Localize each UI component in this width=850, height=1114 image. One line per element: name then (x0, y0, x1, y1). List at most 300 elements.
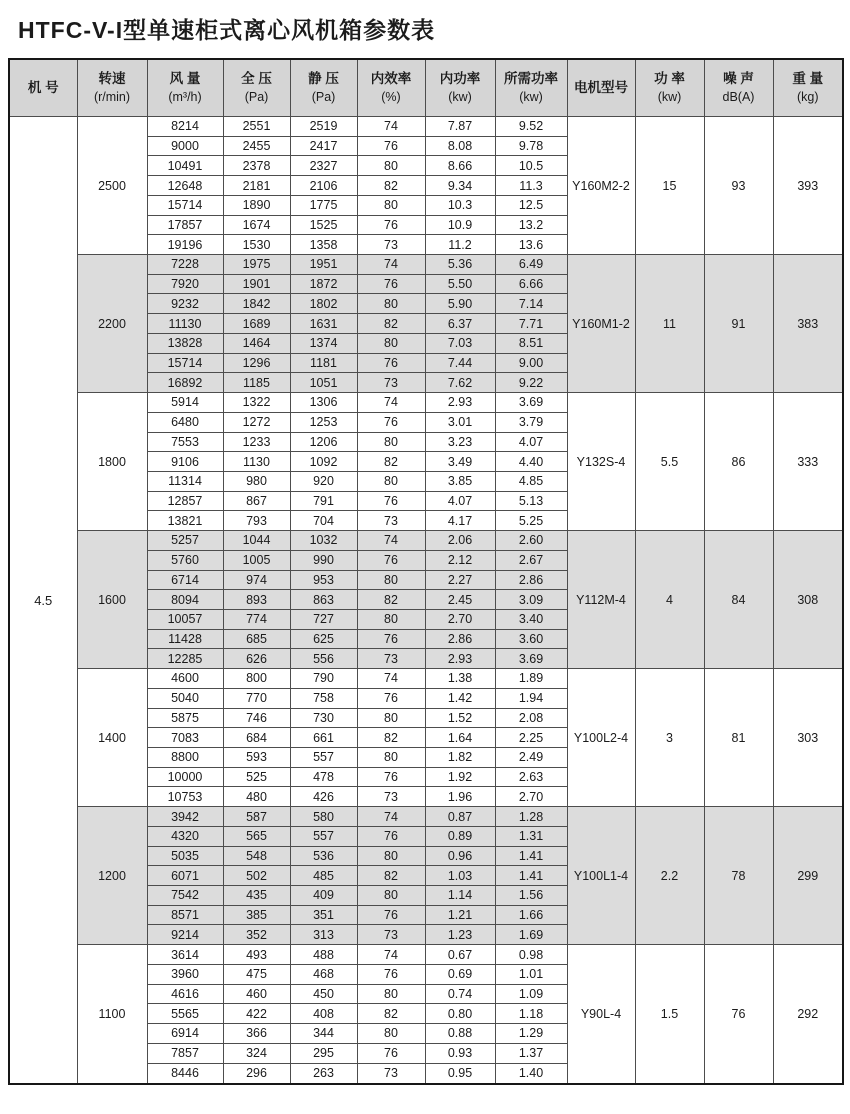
efficiency-cell: 80 (357, 294, 425, 314)
efficiency-cell: 74 (357, 393, 425, 413)
internal-power-cell: 5.90 (425, 294, 495, 314)
header-label: 所需功率 (504, 70, 558, 86)
internal-power-cell: 4.17 (425, 511, 495, 531)
total-pressure-cell: 626 (223, 649, 290, 669)
internal-power-cell: 9.34 (425, 176, 495, 196)
airflow-cell: 7083 (147, 728, 223, 748)
static-pressure-cell: 557 (290, 748, 357, 768)
header-label: 内功率 (439, 70, 481, 86)
static-pressure-cell: 478 (290, 767, 357, 787)
required-power-cell: 1.29 (495, 1024, 567, 1044)
required-power-cell: 1.41 (495, 866, 567, 886)
static-pressure-cell: 1802 (290, 294, 357, 314)
airflow-cell: 17857 (147, 215, 223, 235)
efficiency-cell: 80 (357, 708, 425, 728)
total-pressure-cell: 296 (223, 1063, 290, 1084)
required-power-cell: 1.28 (495, 807, 567, 827)
airflow-cell: 16892 (147, 373, 223, 393)
internal-power-cell: 2.93 (425, 393, 495, 413)
static-pressure-cell: 408 (290, 1004, 357, 1024)
airflow-cell: 8800 (147, 748, 223, 768)
internal-power-cell: 0.89 (425, 826, 495, 846)
internal-power-cell: 1.23 (425, 925, 495, 945)
required-power-cell: 2.08 (495, 708, 567, 728)
static-pressure-cell: 450 (290, 984, 357, 1004)
static-pressure-cell: 1092 (290, 452, 357, 472)
required-power-cell: 11.3 (495, 176, 567, 196)
internal-power-cell: 1.64 (425, 728, 495, 748)
required-power-cell: 2.63 (495, 767, 567, 787)
header-unit: (kg) (796, 89, 819, 104)
airflow-cell: 9214 (147, 925, 223, 945)
efficiency-cell: 76 (357, 905, 425, 925)
airflow-cell: 8571 (147, 905, 223, 925)
internal-power-cell: 1.38 (425, 669, 495, 689)
weight-cell: 303 (773, 669, 843, 807)
efficiency-cell: 76 (357, 550, 425, 570)
internal-power-cell: 1.14 (425, 886, 495, 906)
internal-power-cell: 1.52 (425, 708, 495, 728)
efficiency-cell: 80 (357, 333, 425, 353)
header-unit: (r/min) (93, 89, 131, 104)
static-pressure-cell: 990 (290, 550, 357, 570)
required-power-cell: 1.66 (495, 905, 567, 925)
internal-power-cell: 7.44 (425, 353, 495, 373)
noise-cell: 91 (704, 255, 773, 393)
static-pressure-cell: 1872 (290, 274, 357, 294)
internal-power-cell: 2.70 (425, 609, 495, 629)
airflow-cell: 10057 (147, 609, 223, 629)
static-pressure-cell: 1775 (290, 195, 357, 215)
static-pressure-cell: 730 (290, 708, 357, 728)
airflow-cell: 9232 (147, 294, 223, 314)
required-power-cell: 3.69 (495, 649, 567, 669)
total-pressure-cell: 324 (223, 1043, 290, 1063)
total-pressure-cell: 525 (223, 767, 290, 787)
required-power-cell: 10.5 (495, 156, 567, 176)
airflow-cell: 5565 (147, 1004, 223, 1024)
airflow-cell: 7857 (147, 1043, 223, 1063)
total-pressure-cell: 800 (223, 669, 290, 689)
efficiency-cell: 74 (357, 945, 425, 965)
required-power-cell: 1.09 (495, 984, 567, 1004)
table-header (9, 59, 843, 117)
total-pressure-cell: 493 (223, 945, 290, 965)
page-title: HTFC-V-I型单速柜式离心风机箱参数表 (18, 17, 436, 43)
efficiency-cell: 80 (357, 432, 425, 452)
total-pressure-cell: 1322 (223, 393, 290, 413)
efficiency-cell: 74 (357, 531, 425, 551)
efficiency-cell: 73 (357, 373, 425, 393)
col-header-efficiency (357, 59, 425, 117)
efficiency-cell: 76 (357, 826, 425, 846)
static-pressure-cell: 791 (290, 491, 357, 511)
total-pressure-cell: 1890 (223, 195, 290, 215)
static-pressure-cell: 263 (290, 1063, 357, 1084)
required-power-cell: 1.89 (495, 669, 567, 689)
weight-cell: 308 (773, 531, 843, 669)
required-power-cell: 1.41 (495, 846, 567, 866)
internal-power-cell: 8.66 (425, 156, 495, 176)
airflow-cell: 5257 (147, 531, 223, 551)
required-power-cell: 8.51 (495, 333, 567, 353)
col-header-total-pressure (223, 59, 290, 117)
airflow-cell: 4616 (147, 984, 223, 1004)
airflow-cell: 5914 (147, 393, 223, 413)
airflow-cell: 11130 (147, 314, 223, 334)
header-unit: (kw) (657, 89, 682, 104)
internal-power-cell: 1.03 (425, 866, 495, 886)
efficiency-cell: 82 (357, 314, 425, 334)
internal-power-cell: 3.85 (425, 471, 495, 491)
total-pressure-cell: 770 (223, 688, 290, 708)
total-pressure-cell: 1674 (223, 215, 290, 235)
total-pressure-cell: 480 (223, 787, 290, 807)
efficiency-cell: 80 (357, 195, 425, 215)
required-power-cell: 9.78 (495, 136, 567, 156)
total-pressure-cell: 460 (223, 984, 290, 1004)
efficiency-cell: 76 (357, 274, 425, 294)
total-pressure-cell: 1185 (223, 373, 290, 393)
total-pressure-cell: 980 (223, 471, 290, 491)
required-power-cell: 9.52 (495, 117, 567, 137)
airflow-cell: 12285 (147, 649, 223, 669)
motor-model-cell: Y160M1-2 (567, 255, 635, 393)
required-power-cell: 3.60 (495, 629, 567, 649)
col-header-machine-no (9, 59, 77, 117)
required-power-cell: 2.49 (495, 748, 567, 768)
total-pressure-cell: 2181 (223, 176, 290, 196)
airflow-cell: 5875 (147, 708, 223, 728)
internal-power-cell: 2.45 (425, 590, 495, 610)
header-label: 静 压 (308, 70, 339, 86)
speed-cell: 1800 (77, 393, 147, 531)
total-pressure-cell: 565 (223, 826, 290, 846)
noise-cell: 76 (704, 945, 773, 1084)
efficiency-cell: 76 (357, 629, 425, 649)
table-row (9, 807, 843, 827)
static-pressure-cell: 351 (290, 905, 357, 925)
internal-power-cell: 2.27 (425, 570, 495, 590)
airflow-cell: 7920 (147, 274, 223, 294)
airflow-cell: 9000 (147, 136, 223, 156)
static-pressure-cell: 1374 (290, 333, 357, 353)
required-power-cell: 2.86 (495, 570, 567, 590)
static-pressure-cell: 2519 (290, 117, 357, 137)
total-pressure-cell: 1272 (223, 412, 290, 432)
table-body (9, 117, 843, 1085)
table-row (9, 393, 843, 413)
airflow-cell: 6480 (147, 412, 223, 432)
static-pressure-cell: 557 (290, 826, 357, 846)
internal-power-cell: 10.9 (425, 215, 495, 235)
required-power-cell: 5.25 (495, 511, 567, 531)
total-pressure-cell: 867 (223, 491, 290, 511)
efficiency-cell: 82 (357, 452, 425, 472)
required-power-cell: 3.79 (495, 412, 567, 432)
internal-power-cell: 2.86 (425, 629, 495, 649)
col-header-static-pressure (290, 59, 357, 117)
header-label: 转速 (98, 70, 126, 86)
motor-power-cell: 11 (635, 255, 704, 393)
internal-power-cell: 0.93 (425, 1043, 495, 1063)
col-header-required-power (495, 59, 567, 117)
efficiency-cell: 80 (357, 156, 425, 176)
static-pressure-cell: 758 (290, 688, 357, 708)
efficiency-cell: 82 (357, 1004, 425, 1024)
internal-power-cell: 11.2 (425, 235, 495, 255)
internal-power-cell: 5.36 (425, 255, 495, 275)
static-pressure-cell: 313 (290, 925, 357, 945)
total-pressure-cell: 1296 (223, 353, 290, 373)
airflow-cell: 13821 (147, 511, 223, 531)
header-unit: (Pa) (311, 89, 336, 104)
col-header-motor-model (567, 59, 635, 117)
airflow-cell: 10491 (147, 156, 223, 176)
header-label: 重 量 (792, 70, 824, 86)
header-unit: dB(A) (722, 89, 755, 104)
total-pressure-cell: 435 (223, 886, 290, 906)
static-pressure-cell: 536 (290, 846, 357, 866)
required-power-cell: 6.49 (495, 255, 567, 275)
speed-cell: 1600 (77, 531, 147, 669)
col-header-internal-power (425, 59, 495, 117)
total-pressure-cell: 1464 (223, 333, 290, 353)
motor-model-cell: Y90L-4 (567, 945, 635, 1084)
airflow-cell: 3960 (147, 964, 223, 984)
required-power-cell: 4.85 (495, 471, 567, 491)
efficiency-cell: 76 (357, 964, 425, 984)
static-pressure-cell: 488 (290, 945, 357, 965)
internal-power-cell: 7.03 (425, 333, 495, 353)
internal-power-cell: 1.21 (425, 905, 495, 925)
speed-cell: 1200 (77, 807, 147, 945)
required-power-cell: 1.94 (495, 688, 567, 708)
header-label: 功 率 (654, 70, 685, 86)
total-pressure-cell: 2551 (223, 117, 290, 137)
required-power-cell: 1.18 (495, 1004, 567, 1024)
total-pressure-cell: 352 (223, 925, 290, 945)
static-pressure-cell: 1181 (290, 353, 357, 373)
efficiency-cell: 76 (357, 1043, 425, 1063)
static-pressure-cell: 704 (290, 511, 357, 531)
speed-cell: 2200 (77, 255, 147, 393)
required-power-cell: 2.25 (495, 728, 567, 748)
static-pressure-cell: 2327 (290, 156, 357, 176)
total-pressure-cell: 1901 (223, 274, 290, 294)
airflow-cell: 10000 (147, 767, 223, 787)
efficiency-cell: 80 (357, 1024, 425, 1044)
weight-cell: 333 (773, 393, 843, 531)
efficiency-cell: 76 (357, 412, 425, 432)
noise-cell: 78 (704, 807, 773, 945)
total-pressure-cell: 2378 (223, 156, 290, 176)
fan-parameter-table (8, 58, 844, 1085)
efficiency-cell: 73 (357, 925, 425, 945)
airflow-cell: 8214 (147, 117, 223, 137)
static-pressure-cell: 556 (290, 649, 357, 669)
internal-power-cell: 0.67 (425, 945, 495, 965)
efficiency-cell: 80 (357, 748, 425, 768)
efficiency-cell: 73 (357, 649, 425, 669)
airflow-cell: 5760 (147, 550, 223, 570)
total-pressure-cell: 1975 (223, 255, 290, 275)
static-pressure-cell: 953 (290, 570, 357, 590)
efficiency-cell: 82 (357, 728, 425, 748)
internal-power-cell: 1.42 (425, 688, 495, 708)
airflow-cell: 8446 (147, 1063, 223, 1084)
required-power-cell: 2.67 (495, 550, 567, 570)
airflow-cell: 4600 (147, 669, 223, 689)
static-pressure-cell: 295 (290, 1043, 357, 1063)
table-row (9, 945, 843, 965)
efficiency-cell: 73 (357, 235, 425, 255)
static-pressure-cell: 426 (290, 787, 357, 807)
header-unit: (kw) (519, 89, 543, 104)
required-power-cell: 4.40 (495, 452, 567, 472)
internal-power-cell: 10.3 (425, 195, 495, 215)
total-pressure-cell: 1005 (223, 550, 290, 570)
noise-cell: 84 (704, 531, 773, 669)
total-pressure-cell: 475 (223, 964, 290, 984)
total-pressure-cell: 2455 (223, 136, 290, 156)
header-unit: (m³/h) (168, 89, 202, 104)
airflow-cell: 3942 (147, 807, 223, 827)
static-pressure-cell: 1525 (290, 215, 357, 235)
total-pressure-cell: 893 (223, 590, 290, 610)
efficiency-cell: 74 (357, 255, 425, 275)
static-pressure-cell: 1631 (290, 314, 357, 334)
static-pressure-cell: 863 (290, 590, 357, 610)
static-pressure-cell: 2417 (290, 136, 357, 156)
internal-power-cell: 3.49 (425, 452, 495, 472)
efficiency-cell: 82 (357, 866, 425, 886)
motor-model-cell: Y100L1-4 (567, 807, 635, 945)
motor-model-cell: Y160M2-2 (567, 117, 635, 255)
required-power-cell: 1.69 (495, 925, 567, 945)
airflow-cell: 5040 (147, 688, 223, 708)
efficiency-cell: 73 (357, 511, 425, 531)
speed-cell: 2500 (77, 117, 147, 255)
static-pressure-cell: 727 (290, 609, 357, 629)
header-label: 电机型号 (574, 79, 628, 95)
required-power-cell: 7.71 (495, 314, 567, 334)
efficiency-cell: 76 (357, 353, 425, 373)
noise-cell: 93 (704, 117, 773, 255)
header-label: 噪 声 (723, 70, 754, 86)
motor-power-cell: 5.5 (635, 393, 704, 531)
static-pressure-cell: 790 (290, 669, 357, 689)
required-power-cell: 2.60 (495, 531, 567, 551)
static-pressure-cell: 1358 (290, 235, 357, 255)
required-power-cell: 13.2 (495, 215, 567, 235)
static-pressure-cell: 920 (290, 471, 357, 491)
static-pressure-cell: 580 (290, 807, 357, 827)
internal-power-cell: 2.06 (425, 531, 495, 551)
header-row (9, 59, 843, 117)
airflow-cell: 7542 (147, 886, 223, 906)
noise-cell: 86 (704, 393, 773, 531)
efficiency-cell: 80 (357, 846, 425, 866)
efficiency-cell: 80 (357, 570, 425, 590)
internal-power-cell: 7.87 (425, 117, 495, 137)
efficiency-cell: 82 (357, 590, 425, 610)
internal-power-cell: 3.23 (425, 432, 495, 452)
header-label: 内效率 (370, 70, 412, 86)
airflow-cell: 6714 (147, 570, 223, 590)
internal-power-cell: 0.74 (425, 984, 495, 1004)
col-header-weight (773, 59, 843, 117)
header-label: 风 量 (169, 70, 201, 86)
required-power-cell: 13.6 (495, 235, 567, 255)
required-power-cell: 1.01 (495, 964, 567, 984)
static-pressure-cell: 344 (290, 1024, 357, 1044)
airflow-cell: 15714 (147, 195, 223, 215)
airflow-cell: 4320 (147, 826, 223, 846)
static-pressure-cell: 2106 (290, 176, 357, 196)
required-power-cell: 3.40 (495, 609, 567, 629)
required-power-cell: 6.66 (495, 274, 567, 294)
required-power-cell: 5.13 (495, 491, 567, 511)
airflow-cell: 8094 (147, 590, 223, 610)
noise-cell: 81 (704, 669, 773, 807)
efficiency-cell: 74 (357, 669, 425, 689)
col-header-motor-power (635, 59, 704, 117)
static-pressure-cell: 1951 (290, 255, 357, 275)
internal-power-cell: 5.50 (425, 274, 495, 294)
header-unit: (%) (381, 89, 401, 104)
airflow-cell: 9106 (147, 452, 223, 472)
table-row (9, 669, 843, 689)
motor-model-cell: Y112M-4 (567, 531, 635, 669)
total-pressure-cell: 593 (223, 748, 290, 768)
efficiency-cell: 76 (357, 767, 425, 787)
internal-power-cell: 0.95 (425, 1063, 495, 1084)
table-row (9, 531, 843, 551)
required-power-cell: 9.22 (495, 373, 567, 393)
efficiency-cell: 76 (357, 491, 425, 511)
airflow-cell: 5035 (147, 846, 223, 866)
airflow-cell: 19196 (147, 235, 223, 255)
motor-power-cell: 15 (635, 117, 704, 255)
static-pressure-cell: 1253 (290, 412, 357, 432)
total-pressure-cell: 587 (223, 807, 290, 827)
required-power-cell: 7.14 (495, 294, 567, 314)
internal-power-cell: 0.87 (425, 807, 495, 827)
table-row (9, 255, 843, 275)
efficiency-cell: 74 (357, 807, 425, 827)
total-pressure-cell: 746 (223, 708, 290, 728)
required-power-cell: 3.69 (495, 393, 567, 413)
motor-model-cell: Y100L2-4 (567, 669, 635, 807)
required-power-cell: 1.31 (495, 826, 567, 846)
efficiency-cell: 74 (357, 117, 425, 137)
machine-no-cell: 4.5 (9, 117, 77, 1085)
required-power-cell: 1.37 (495, 1043, 567, 1063)
header-unit: (kw) (448, 89, 472, 104)
col-header-airflow (147, 59, 223, 117)
internal-power-cell: 1.96 (425, 787, 495, 807)
internal-power-cell: 2.12 (425, 550, 495, 570)
required-power-cell: 3.09 (495, 590, 567, 610)
efficiency-cell: 76 (357, 688, 425, 708)
airflow-cell: 6914 (147, 1024, 223, 1044)
weight-cell: 299 (773, 807, 843, 945)
motor-power-cell: 1.5 (635, 945, 704, 1084)
airflow-cell: 12648 (147, 176, 223, 196)
required-power-cell: 1.40 (495, 1063, 567, 1084)
table-row (9, 117, 843, 137)
